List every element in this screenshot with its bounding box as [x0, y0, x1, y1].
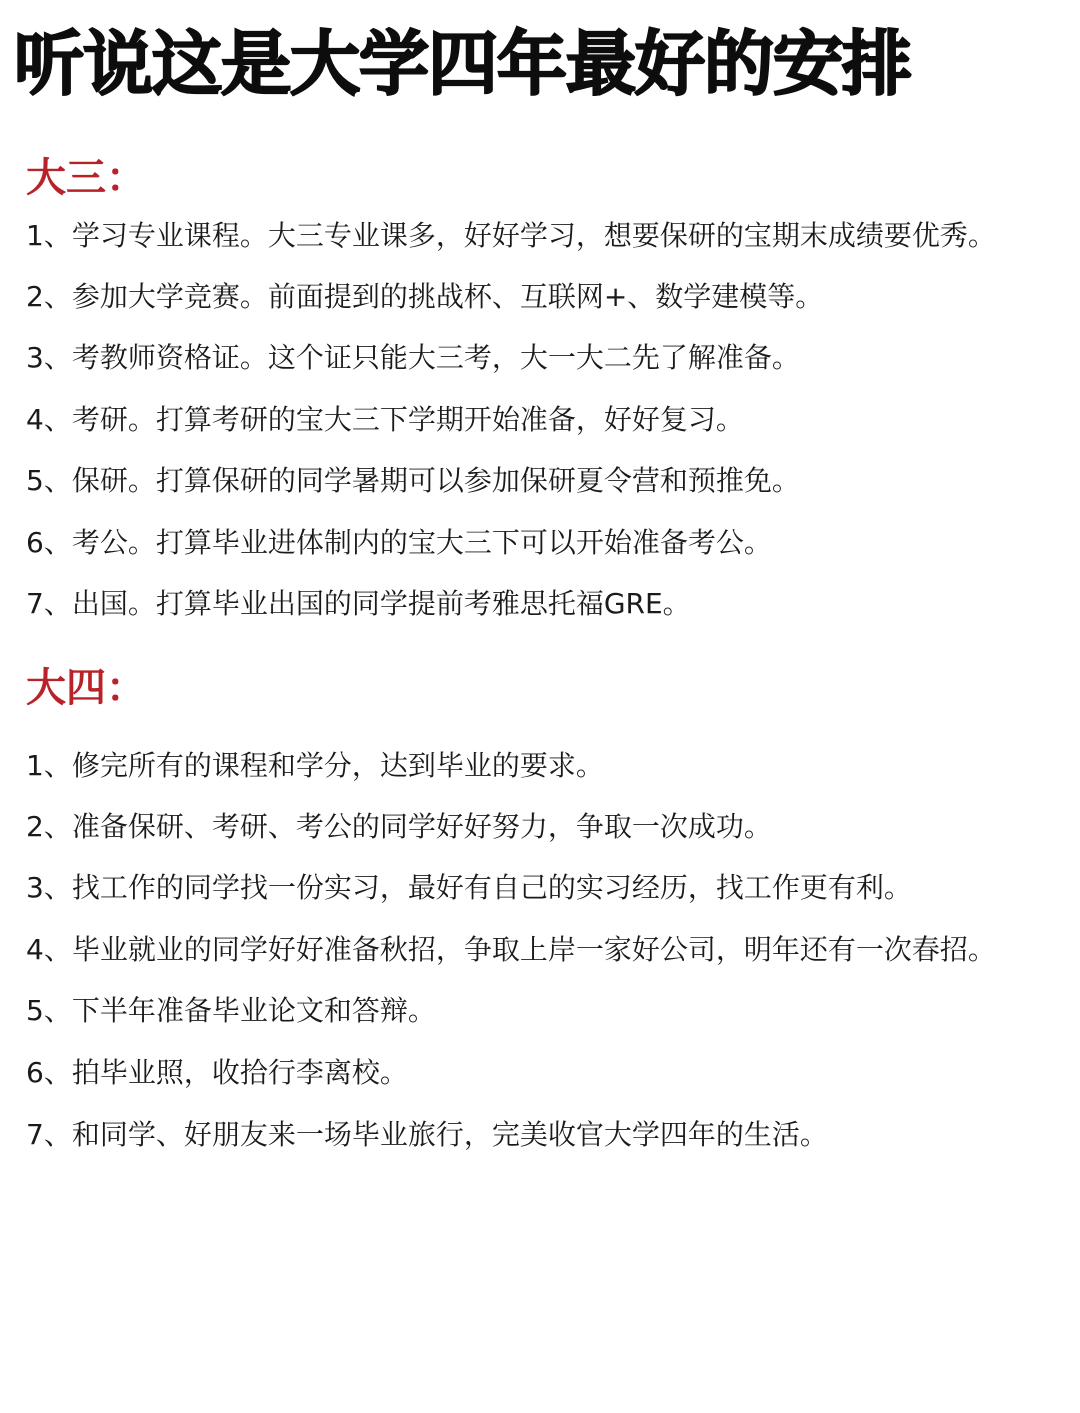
list-item: 5、下半年准备毕业论文和答辩。 — [26, 994, 436, 1027]
list-item: 7、出国。打算毕业出国的同学提前考雅思托福GRE。 — [26, 587, 691, 620]
section-heading-senior: 大四： — [26, 665, 146, 711]
list-item: 3、考教师资格证。这个证只能大三考，大一大二先了解准备。 — [26, 341, 800, 374]
list-item: 1、修完所有的课程和学分，达到毕业的要求。 — [26, 749, 604, 782]
list-item: 7、和同学、好朋友来一场毕业旅行，完美收官大学四年的生活。 — [26, 1118, 828, 1151]
page-title: 听说这是大学四年最好的安排 — [14, 23, 911, 105]
list-item: 5、保研。打算保研的同学暑期可以参加保研夏令营和预推免。 — [26, 464, 800, 497]
list-item: 2、参加大学竞赛。前面提到的挑战杯、互联网+、数学建模等。 — [26, 280, 824, 313]
list-item: 4、毕业就业的同学好好准备秋招，争取上岸一家好公司，明年还有一次春招。 — [26, 933, 996, 966]
list-item: 3、找工作的同学找一份实习，最好有自己的实习经历，找工作更有利。 — [26, 871, 912, 904]
list-item: 1、学习专业课程。大三专业课多，好好学习，想要保研的宝期末成绩要优秀。 — [26, 219, 996, 252]
list-item: 6、拍毕业照，收拾行李离校。 — [26, 1056, 408, 1089]
section-heading-junior: 大三： — [26, 155, 146, 201]
list-item: 4、考研。打算考研的宝大三下学期开始准备，好好复习。 — [26, 403, 744, 436]
list-item: 2、准备保研、考研、考公的同学好好努力，争取一次成功。 — [26, 810, 772, 843]
list-item: 6、考公。打算毕业进体制内的宝大三下可以开始准备考公。 — [26, 526, 772, 559]
